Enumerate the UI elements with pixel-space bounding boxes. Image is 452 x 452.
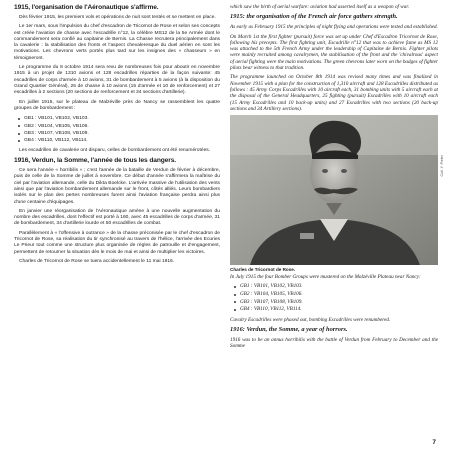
section-heading-1915-fr: 1915, l'organisation de l'Aéronautique s'affirme.	[14, 4, 159, 11]
paragraph: Ce sera l'année « horribilis » ; c'est l'année de la bataille de Verdun de février à décembre, puis de celle de la Somme de juillet à novembre. Ce début d'année s'affirmera la maîtrise du ciel par l'aviation allemande, celle du Dikta Boelcke. L'arrivée massive de l'utilisation des vents ainsi que par l'aviation bombardement allemande sur le front, côtés alliés. Leurs bombardiers isolés sur le plan des pertes nombreuses furent ainsi l'aviation française perdra ainsi plus d'une centaine d'équipages.	[14, 168, 220, 205]
paragraph: Cavalry Escadrilles were phased out, bombing Escadrilles were renumbered.	[230, 316, 391, 323]
bomber-groups-list-en	[230, 283, 438, 313]
portrait-photo	[230, 115, 438, 265]
french-column	[14, 4, 220, 268]
photo-caption: Charles de Tricornot de Rose.	[230, 267, 296, 273]
bomber-groups-list-fr	[14, 115, 220, 145]
list-item: GB4 : VB110, VB112, VB114.	[18, 137, 220, 144]
paragraph: Les escadrilles de cavalerie ont disparu, celles de bombardement ont été renumérotées.	[19, 147, 211, 153]
section-heading-1915-en: 1915: the organisation of the French air force gathers strength.	[230, 13, 398, 21]
paragraph: En juillet 1915, sur le plateau de Malzéville près de Nancy se rassemblent les quatre groupes de bombardement :	[14, 99, 220, 111]
paragraph: As early as February 1915 the principles of night flying and operations were tested and established.	[230, 24, 438, 31]
paragraph: Parallèlement à « l'offensive à outrance » de la chasse préconisée par le chef d'escadron de Tricornot de Rose, sa réalisation du tir synchronisé au travers de l'hélice, l'arrivée des Ecuries Le Prieur tout comme une structure plus organisée de règles de patrouille et d'engagement, permettent de retourner la situation dès le mois de mai et ainsi de multiplier les victoires.	[14, 230, 220, 255]
paragraph: Dès février 1915, les premiers vols et opérations de nuit sont testés et se mettent en place.	[19, 15, 216, 20]
section-heading-1916-en: 1916: Verdun, the Somme, a year of horrors.	[230, 326, 348, 334]
portrait-photo-frame	[230, 115, 444, 265]
paragraph: On March 1st the first fighter (pursuit) force was set up under Chef d'Escadron Tricornot de Rose, following his precepts. The first fighting unit, Escadrille n°12 that was to achieve fame as MS 12 was attached to the 5th French Army under the leadership of Capitaine de Bernis. Fighter pilots were mainly recruited among cavalrymen, the stabilisation of the front and the 'chivalrous' aspect of aerial fighting were the main motivations. The green chevrons later worn on the badges of fighter pilots bear witness to that tradition.	[230, 33, 438, 72]
paragraph-continued: which saw the birth of aerial warfare: aviation had asserted itself as a weapon of war.	[230, 4, 410, 10]
list-item: GB2 : VB104, VB105, VB106.	[234, 291, 438, 299]
paragraph: 1916 was to be an annus horribilis with the battle of Verdun from February to December and the Somme	[230, 337, 438, 350]
list-item: GB1 : VB101, VB102, VB103.	[18, 115, 220, 122]
list-item: GB2 : VB104, VB105, VB106.	[18, 123, 220, 130]
paragraph: Charles de Tricornot de Rose se tuera accidentellement le 11 mai 1916.	[19, 258, 175, 264]
english-column	[230, 4, 444, 353]
page-number: 7	[432, 439, 436, 446]
paragraph: The programme launched on October 8th 1914 was revised many times and was finalized in November 1915 with a plan for the construction of 1,310 aircraft and 128 Escadrilles distributed as follows : 45 Army Corps Escadrilles with 10 aircraft each, 31 bombing units with 5 aircraft each at the disposal of the General Headquarters, 25 fighting (pursuit) Escadrilles with 10 aircraft each (15 Army Escadrilles and 10 back-up units) and 27 Escadrilles with two sections (20 back-up sections and 34 Artillery sections).	[230, 74, 438, 112]
paragraph: In July 1915 the four Bomber Groups were mustered on the Malzéville Plateau near Nancy:	[230, 274, 421, 281]
photo-credit: Coll. Y. Pieter	[440, 155, 444, 177]
list-item: GB3 : VB107, VB108, VB109.	[234, 299, 438, 307]
section-heading-1916-fr: 1916, Verdun, la Somme, l'année de tous les dangers.	[14, 157, 177, 165]
paragraph: Le 1er mars, sous l'impulsion du chef d'escadron de Tricornot de Rose et selon ses concepts est créée l'aviation de chasse avec l'escadrille n°12, la célèbre MS12 de la 5e Armée dont le commandement sera confié au capitaine de Bernis. La Chasse recrutera principalement dans la cavalerie : la stabilisation des fronts et l'aspect chevaleresque du duel aérien en sont les motivations. Les chevrons verts portés plus tard sur les insignes des « chasseurs » en témoigneront.	[14, 24, 220, 61]
list-item: GB1 : VB101, VB102, VB103.	[234, 283, 438, 291]
list-item: GB3 : VB107, VB108, VB109.	[18, 130, 220, 137]
paragraph: Le programme du 8 octobre 1914 sera revu de nombreuses fois pour aboutir en novembre 1915 à un projet de 1310 avions et 128 escadrilles réparties de la façon suivante: 45 escadrilles de corps d'armée à 10 avions, 31 de bombardement à 5 avions (à la disposition du Grand Quartier Général), 25 de chasse à 10 avions (15 d'armée et 10 de renforcement) et 27 escadrilles à 2 sections (20 sections de renforcement et 34 sections d'artillerie).	[14, 65, 220, 96]
list-item: GB4 : VB110, VB112, VB114.	[234, 306, 438, 314]
paragraph: En janvier une réorganisation de l'Aéronautique amène à une nouvelle augmentation du nombre des escadrilles, dont l'effectif est porté à 160, avec 45 escadrilles de corps d'armée, 31 de bombardement, 34 d'artillerie lourde et 50 escadrilles de combat.	[14, 208, 220, 227]
